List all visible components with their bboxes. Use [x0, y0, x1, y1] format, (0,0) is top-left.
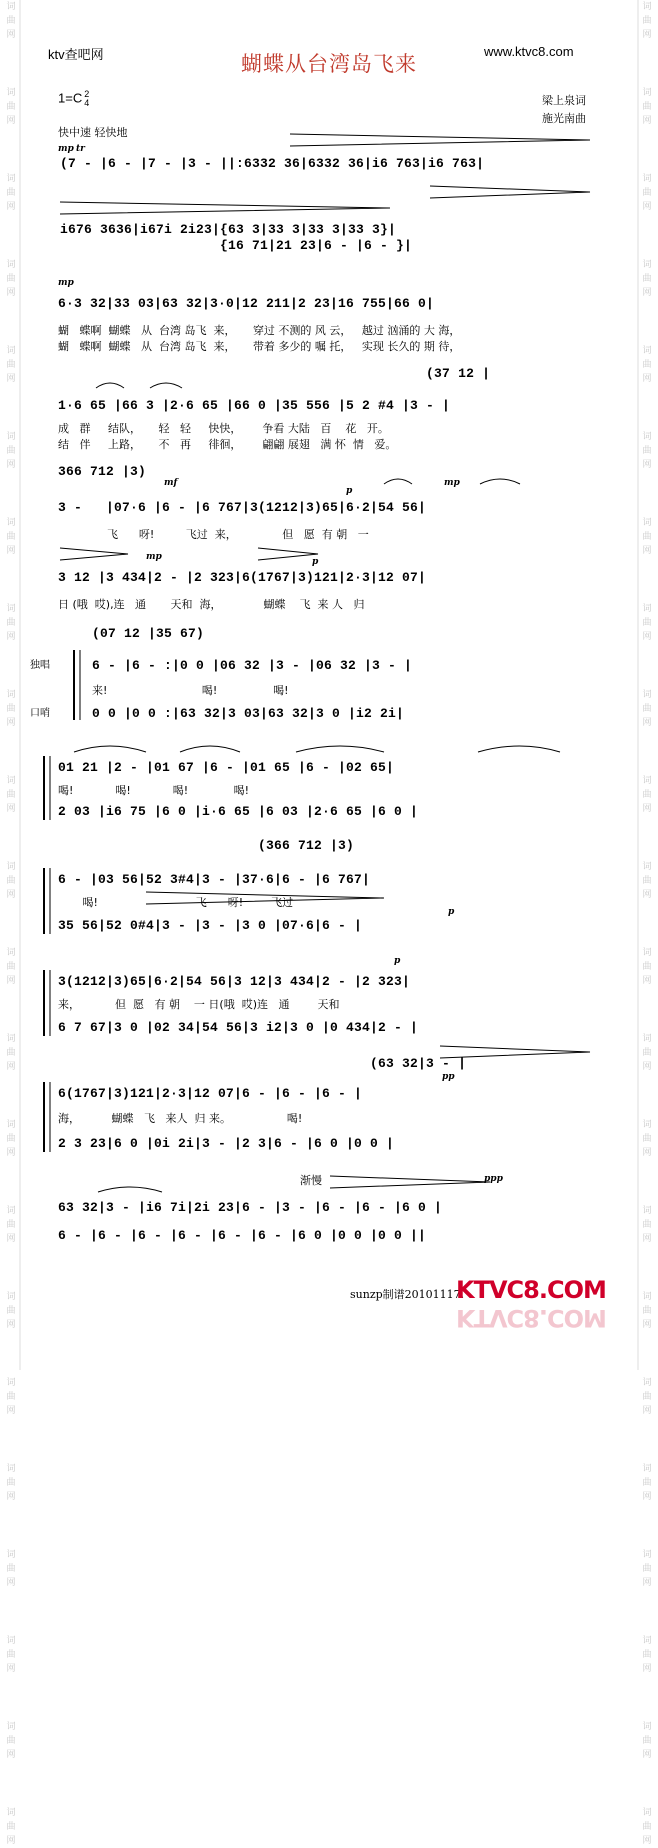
watermark-text: 词 曲 网	[642, 1636, 652, 1674]
watermark-text: 词 曲 网	[642, 1722, 652, 1760]
watermark-text: 词 曲 网	[642, 862, 652, 900]
watermark-text: 词 曲 网	[642, 2, 652, 40]
score-line-5a: 366 712 |3)	[58, 464, 147, 479]
score-line-7a: (07 12 |35 67)	[92, 626, 205, 641]
whistle-line-4: 6 7 67|3 0 |02 34|54 56|3 i2|3 0 |0 434|2 - |	[58, 1020, 419, 1035]
lyric-line: 来! 喝! 喝!	[92, 684, 289, 697]
watermark-text: 词 曲 网	[6, 432, 16, 470]
watermark-text: 词 曲 网	[642, 1120, 652, 1158]
watermark-text: 词 曲 网	[6, 690, 16, 728]
score-line-2b: {16 71|21 23|6 - |6 - }|	[60, 238, 413, 253]
dynamic-ppp: ppp	[484, 1174, 503, 1184]
site-name[interactable]: ktv查吧网	[48, 47, 104, 62]
trill-mark: tr	[76, 144, 85, 154]
watermark-text: 词 曲 网	[642, 604, 652, 642]
solo-line-6: 63 32|3 - |i6 7i|2i 23|6 - |3 - |6 - |6 - |6 0 |	[58, 1200, 443, 1215]
watermark-text: 词 曲 网	[6, 260, 16, 298]
watermark-text: 词 曲 网	[642, 1206, 652, 1244]
lyric-line: 结 伴 上路， 不 再 徘徊， 翩翩 展翅 满 怀 情 爱。	[58, 438, 397, 451]
watermark-text: 词 曲 网	[642, 518, 652, 556]
watermark-text: 词 曲 网	[6, 948, 16, 986]
watermark-text: 词 曲 网	[6, 1120, 16, 1158]
watermark-text: 词 曲 网	[642, 260, 652, 298]
site-url[interactable]: www.ktvc8.com	[484, 44, 574, 59]
watermark-text: 词 曲 网	[642, 690, 652, 728]
score-line-9a: (366 712 |3)	[58, 838, 355, 853]
key-label: 1=C	[58, 90, 83, 106]
lyric-line: 来， 但 愿 有 朝 一 日(哦 哎)连 通 天和	[58, 998, 340, 1011]
lyric-line: 蝴 蝶啊 蝴蝶 从 台湾 岛飞 来， 带着 多少的 嘱 托， 实现 长久的 期 待，	[58, 340, 461, 353]
watermark-text: 词 曲 网	[6, 862, 16, 900]
lyric-line: 喝! 喝! 喝! 喝!	[58, 784, 250, 797]
whistle-line-2: 2 03 |i6 75 |6 0 |i·6 65 |6 03 |2·6 65 |6 0 |	[58, 804, 419, 819]
whistle-line-1: 0 0 |0 0 :|63 32|3 03|63 32|3 0 |i2 2i|	[92, 706, 405, 721]
watermark-text: 词 曲 网	[6, 518, 16, 556]
score-line-4: 1·6 65 |66 3 |2·6 65 |66 0 |35 556 |5 2 #4 |3 - |	[58, 398, 451, 413]
watermark-text: 词 曲 网	[6, 346, 16, 384]
solo-line-3: 6 - |03 56|52 3#4|3 - |37·6|6 - |6 767|	[58, 872, 371, 887]
watermark-text: 词 曲 网	[642, 948, 652, 986]
score-line-4a: (37 12 |	[58, 366, 491, 381]
score-line-5: 3 - |07·6 |6 - |6 767|3(1212|3)65|6·2|54 56|	[58, 500, 427, 515]
time-signature: 2 4	[84, 89, 90, 108]
score-line-11a: (63 32|3 - |	[58, 1056, 467, 1071]
dynamic-p: p	[312, 557, 319, 567]
lyricist-credit: 梁上泉词	[542, 94, 586, 107]
watermark-text: 词 曲 网	[6, 1550, 16, 1588]
watermark-text: 词 曲 网	[6, 1722, 16, 1760]
solo-line-1: 6 - |6 - :|0 0 |06 32 |3 - |06 32 |3 - |	[92, 658, 413, 673]
watermark-text: 词 曲 网	[6, 174, 16, 212]
watermark-text: 词 曲 网	[6, 1292, 16, 1330]
watermark-text: 词 曲 网	[6, 1034, 16, 1072]
watermark-text: 词 曲 网	[6, 604, 16, 642]
whistle-voice-label: 口哨	[30, 708, 50, 719]
dynamic-mp: mp	[444, 478, 460, 488]
watermark-text: 词 曲 网	[642, 88, 652, 126]
watermark-text: 词 曲 网	[6, 88, 16, 126]
ritardando-mark: 渐慢	[300, 1174, 322, 1187]
lyric-line: 喝! 飞 呀! 飞过	[58, 896, 294, 909]
watermark-text: 词 曲 网	[642, 1378, 652, 1416]
composer-credit: 施光南曲	[542, 112, 586, 125]
whistle-line-3: 35 56|52 0#4|3 - |3 - |3 0 |07·6|6 - |	[58, 918, 363, 933]
key-signature	[58, 90, 89, 108]
lyric-line: 成 群 结队， 轻 轻 快快， 争看 大陆 百 花 开。	[58, 422, 389, 435]
dynamic-p: p	[448, 907, 455, 917]
watermark-text: 词 曲 网	[642, 346, 652, 384]
watermark-text: 词 曲 网	[642, 1292, 652, 1330]
ktvc8-logo[interactable]: KTVC8.COM	[456, 1276, 606, 1304]
solo-line-2: 01 21 |2 - |01 67 |6 - |01 65 |6 - |02 65|	[58, 760, 395, 775]
ktvc8-logo-reflection: KTVC8.COM	[456, 1304, 606, 1332]
watermark-text: 词 曲 网	[642, 1808, 652, 1846]
lyric-line: 飞 呀! 飞过 来， 但 愿 有 朝 一	[58, 528, 369, 541]
score-line-1: (7 - |6 - |7 - |3 - ||:6332 36|6332 36|i6 763|i6 763|	[60, 156, 485, 171]
watermark-text: 词 曲 网	[6, 1636, 16, 1674]
dynamic-mp: mp	[58, 278, 74, 288]
watermark-text: 词 曲 网	[642, 432, 652, 470]
watermark-text: 词 曲 网	[642, 1034, 652, 1072]
tempo-marking: 快中速 轻快地	[58, 126, 128, 139]
score-line-6: 3 12 |3 434|2 - |2 323|6(1767|3)121|2·3|12 07|	[58, 570, 427, 585]
score-line-3: 6·3 32|33 03|63 32|3·0|12 211|2 23|16 755|66 0|	[58, 296, 435, 311]
dynamic-mf: mf	[164, 478, 178, 488]
dynamic-mp: mp	[146, 552, 162, 562]
solo-line-5: 6(1767|3)121|2·3|12 07|6 - |6 - |6 - |	[58, 1086, 363, 1101]
watermark-text: 词 曲 网	[6, 1464, 16, 1502]
watermark-text: 词 曲 网	[6, 1808, 16, 1846]
watermark-text: 词 曲 网	[6, 2, 16, 40]
dynamic-p: p	[346, 486, 353, 496]
watermark-text: 词 曲 网	[642, 776, 652, 814]
whistle-line-5: 2 3 23|6 0 |0i 2i|3 - |2 3|6 - |6 0 |0 0 |	[58, 1136, 395, 1151]
song-title: 蝴蝶从台湾岛飞来	[241, 52, 417, 76]
watermark-text: 词 曲 网	[642, 174, 652, 212]
score-line-2: i676 3636|i67i 2i23|{63 3|33 3|33 3|33 3}|	[60, 222, 397, 237]
solo-line-4: 3(1212|3)65|6·2|54 56|3 12|3 434|2 - |2 323|	[58, 974, 411, 989]
lyric-line: 日 (哦 哎),连 通 天和 海， 蝴蝶 飞 来 人 归	[58, 598, 365, 611]
watermark-text: 词 曲 网	[6, 1206, 16, 1244]
transcriber-signature: sunzp制谱20101117.	[350, 1288, 465, 1301]
left-watermark	[2, 0, 20, 1846]
watermark-text: 词 曲 网	[6, 776, 16, 814]
whistle-line-6: 6 - |6 - |6 - |6 - |6 - |6 - |6 0 |0 0 |0 0 ||	[58, 1228, 427, 1243]
lyric-line: 蝴 蝶啊 蝴蝶 从 台湾 岛飞 来， 穿过 不测的 风 云， 越过 汹涌的 大 海，	[58, 324, 461, 337]
dynamic-pp: pp	[442, 1072, 455, 1082]
solo-voice-label: 独唱	[30, 660, 50, 671]
lyric-line: 海， 蝴蝶 飞 来人 归 来。 喝!	[58, 1112, 303, 1125]
dynamic-mp: mp	[58, 144, 74, 154]
watermark-text: 词 曲 网	[6, 1378, 16, 1416]
dynamic-p: p	[394, 956, 401, 966]
watermark-text: 词 曲 网	[642, 1464, 652, 1502]
watermark-text: 词 曲 网	[642, 1550, 652, 1588]
